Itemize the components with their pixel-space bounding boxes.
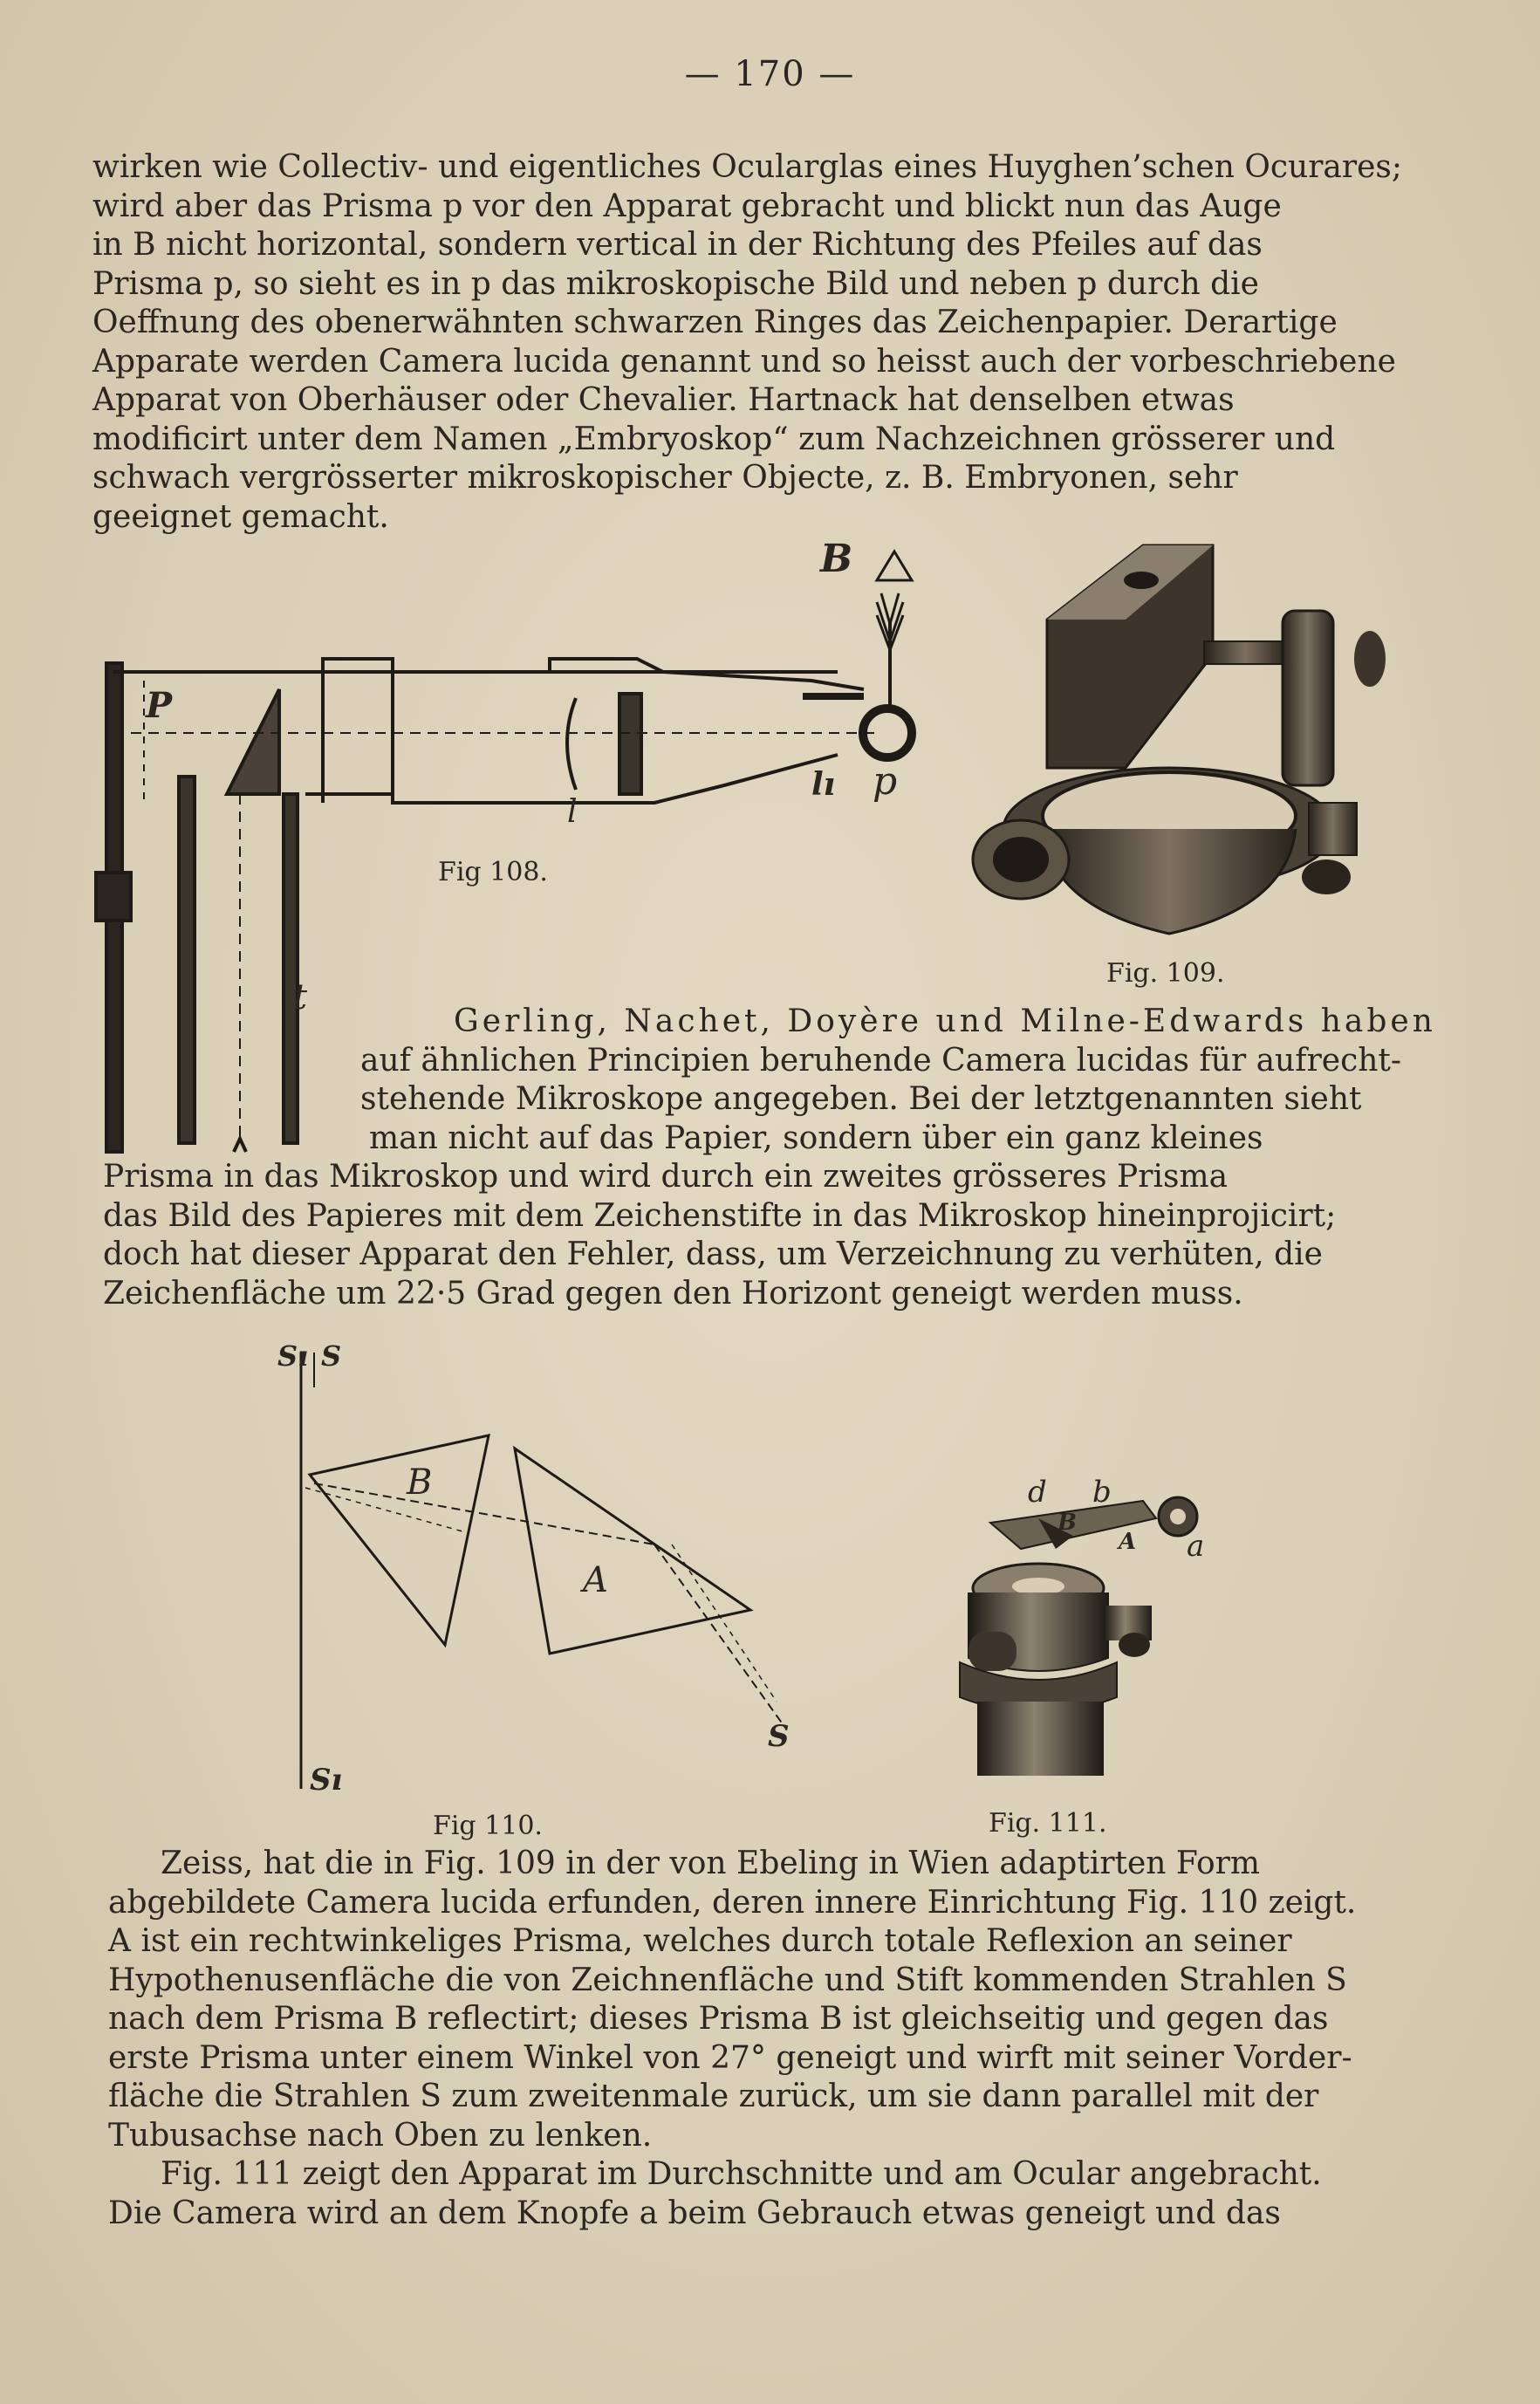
text-line: geeignet gemacht. bbox=[92, 498, 389, 535]
fig111-label-A: A bbox=[1119, 1529, 1137, 1555]
fig111-caption: Fig. 111. bbox=[989, 1808, 1107, 1839]
text-line: Oeffnung des obenerwähnten schwarzen Ringes das Zeichenpapier. Derartige bbox=[92, 305, 1338, 340]
text-line: abgebildete Camera lucida erfunden, deren innere Einrichtung Fig. 110 zeigt. bbox=[108, 1884, 1357, 1921]
fig110-caption: Fig 110. bbox=[433, 1811, 543, 1841]
text-line: Zeichenfläche um 22·5 Grad gegen den Horizont geneigt werden muss. bbox=[103, 1275, 1243, 1312]
fig111-label-d: d bbox=[1028, 1475, 1047, 1510]
text-line: doch hat dieser Apparat den Fehler, dass, um Verzeichnung zu verhüten, die bbox=[103, 1236, 1323, 1272]
figure-109-drawing bbox=[968, 541, 1379, 951]
text-line: Apparat von Oberhäuser oder Chevalier. Hartnack hat denselben etwas bbox=[92, 382, 1235, 418]
text-line: Prisma p, so sieht es in p das mikroskopische Bild und neben p durch die bbox=[92, 265, 1259, 302]
fig108-caption: Fig 108. bbox=[438, 857, 548, 887]
text-line: modificirt unter dem Namen „Embryoskop“ zum Nachzeichnen grösserer und bbox=[92, 421, 1336, 457]
text-line: erste Prisma unter einem Winkel von 27° geneigt und wirft mit seiner Vorder- bbox=[108, 2039, 1352, 2076]
paragraph-3 bbox=[108, 1845, 1400, 2233]
text-line: das Bild des Papieres mit dem Zeichenstifte in das Mikroskop hineinprojicirt; bbox=[103, 1197, 1337, 1234]
fig110-label-A: A bbox=[583, 1560, 608, 1600]
text-line: Prisma in das Mikroskop und wird durch ein zweites grösseres Prisma bbox=[103, 1159, 1229, 1195]
fig111-label-B: B bbox=[1057, 1510, 1077, 1536]
fig108-label-p: p bbox=[873, 759, 898, 804]
fig110-label-S-top: S bbox=[321, 1339, 342, 1373]
text-line: Zeiss, hat die in Fig. 109 in der von Ebeling in Wien adaptirten Form bbox=[161, 1846, 1260, 1881]
text-line: nach dem Prisma B reflectirt; dieses Prisma B ist gleichseitig und gegen das bbox=[108, 2001, 1329, 2037]
text-line: stehende Mikroskope angegeben. Bei der letztgenannten sieht bbox=[360, 1081, 1362, 1117]
fig108-label-P: P bbox=[146, 685, 173, 726]
text-line: Fig. 111 zeigt den Apparat im Durchschnitte und am Ocular angebracht. bbox=[161, 2156, 1322, 2192]
fig109-caption: Fig. 109. bbox=[1106, 958, 1225, 989]
text-line: in B nicht horizontal, sondern vertical in der Richtung des Pfeiles auf das bbox=[92, 227, 1263, 263]
text-line: Apparate werden Camera lucida genannt und so heisst auch der vorbeschriebene bbox=[92, 343, 1396, 380]
text-line: Gerling, Nachet, Doyère und Milne-Edwards haben bbox=[454, 1003, 1436, 1039]
fig110-label-B: B bbox=[407, 1462, 433, 1503]
text-line: Tubusachse nach Oben zu lenken. bbox=[108, 2117, 653, 2154]
fig108-label-l1: lı bbox=[811, 766, 836, 803]
page-number: — 170 — bbox=[684, 54, 856, 94]
fig111-label-b: b bbox=[1092, 1475, 1112, 1510]
fig110-label-S1-top: Sı bbox=[277, 1339, 309, 1373]
text-line: fläche die Strahlen S zum zweitenmale zurück, um sie dann parallel mit der bbox=[108, 2079, 1319, 2114]
paragraph-2 bbox=[103, 1003, 1436, 1313]
text-line: schwach vergrösserter mikroskopischer Objecte, z. B. Embryonen, sehr bbox=[92, 460, 1238, 496]
fig108-label-l: l bbox=[567, 794, 578, 830]
text-line: A ist ein rechtwinkeliges Prisma, welches durch totale Reflexion an seiner bbox=[108, 1923, 1292, 1959]
text-line: Die Camera wird an dem Knopfe a beim Gebrauch etwas geneigt und das bbox=[108, 2195, 1281, 2231]
figure-111-drawing bbox=[942, 1483, 1222, 1780]
text-line: wirken wie Collectiv- und eigentliches Ocularglas eines Huyghen’schen Ocurares; bbox=[92, 149, 1402, 185]
fig108-label-B: B bbox=[820, 537, 853, 581]
text-line: Hypothenusenfläche die von Zeichnenfläche und Stift kommenden Strahlen S bbox=[108, 1962, 1347, 1998]
text-line: auf ähnlichen Principien beruhende Camera lucidas für aufrecht- bbox=[360, 1042, 1402, 1079]
paragraph-1 bbox=[92, 148, 1402, 537]
text-line: wird aber das Prisma p vor den Apparat gebracht und blickt nun das Auge bbox=[92, 188, 1282, 224]
fig108-label-t: t bbox=[293, 977, 308, 1017]
fig110-label-S1-bottom: Sı bbox=[310, 1763, 343, 1798]
text-line: man nicht auf das Papier, sondern über ein ganz kleines bbox=[369, 1120, 1263, 1156]
fig110-label-S-right: S bbox=[768, 1719, 790, 1754]
figure-110-drawing bbox=[288, 1335, 811, 1798]
fig111-label-a: a bbox=[1187, 1529, 1205, 1564]
